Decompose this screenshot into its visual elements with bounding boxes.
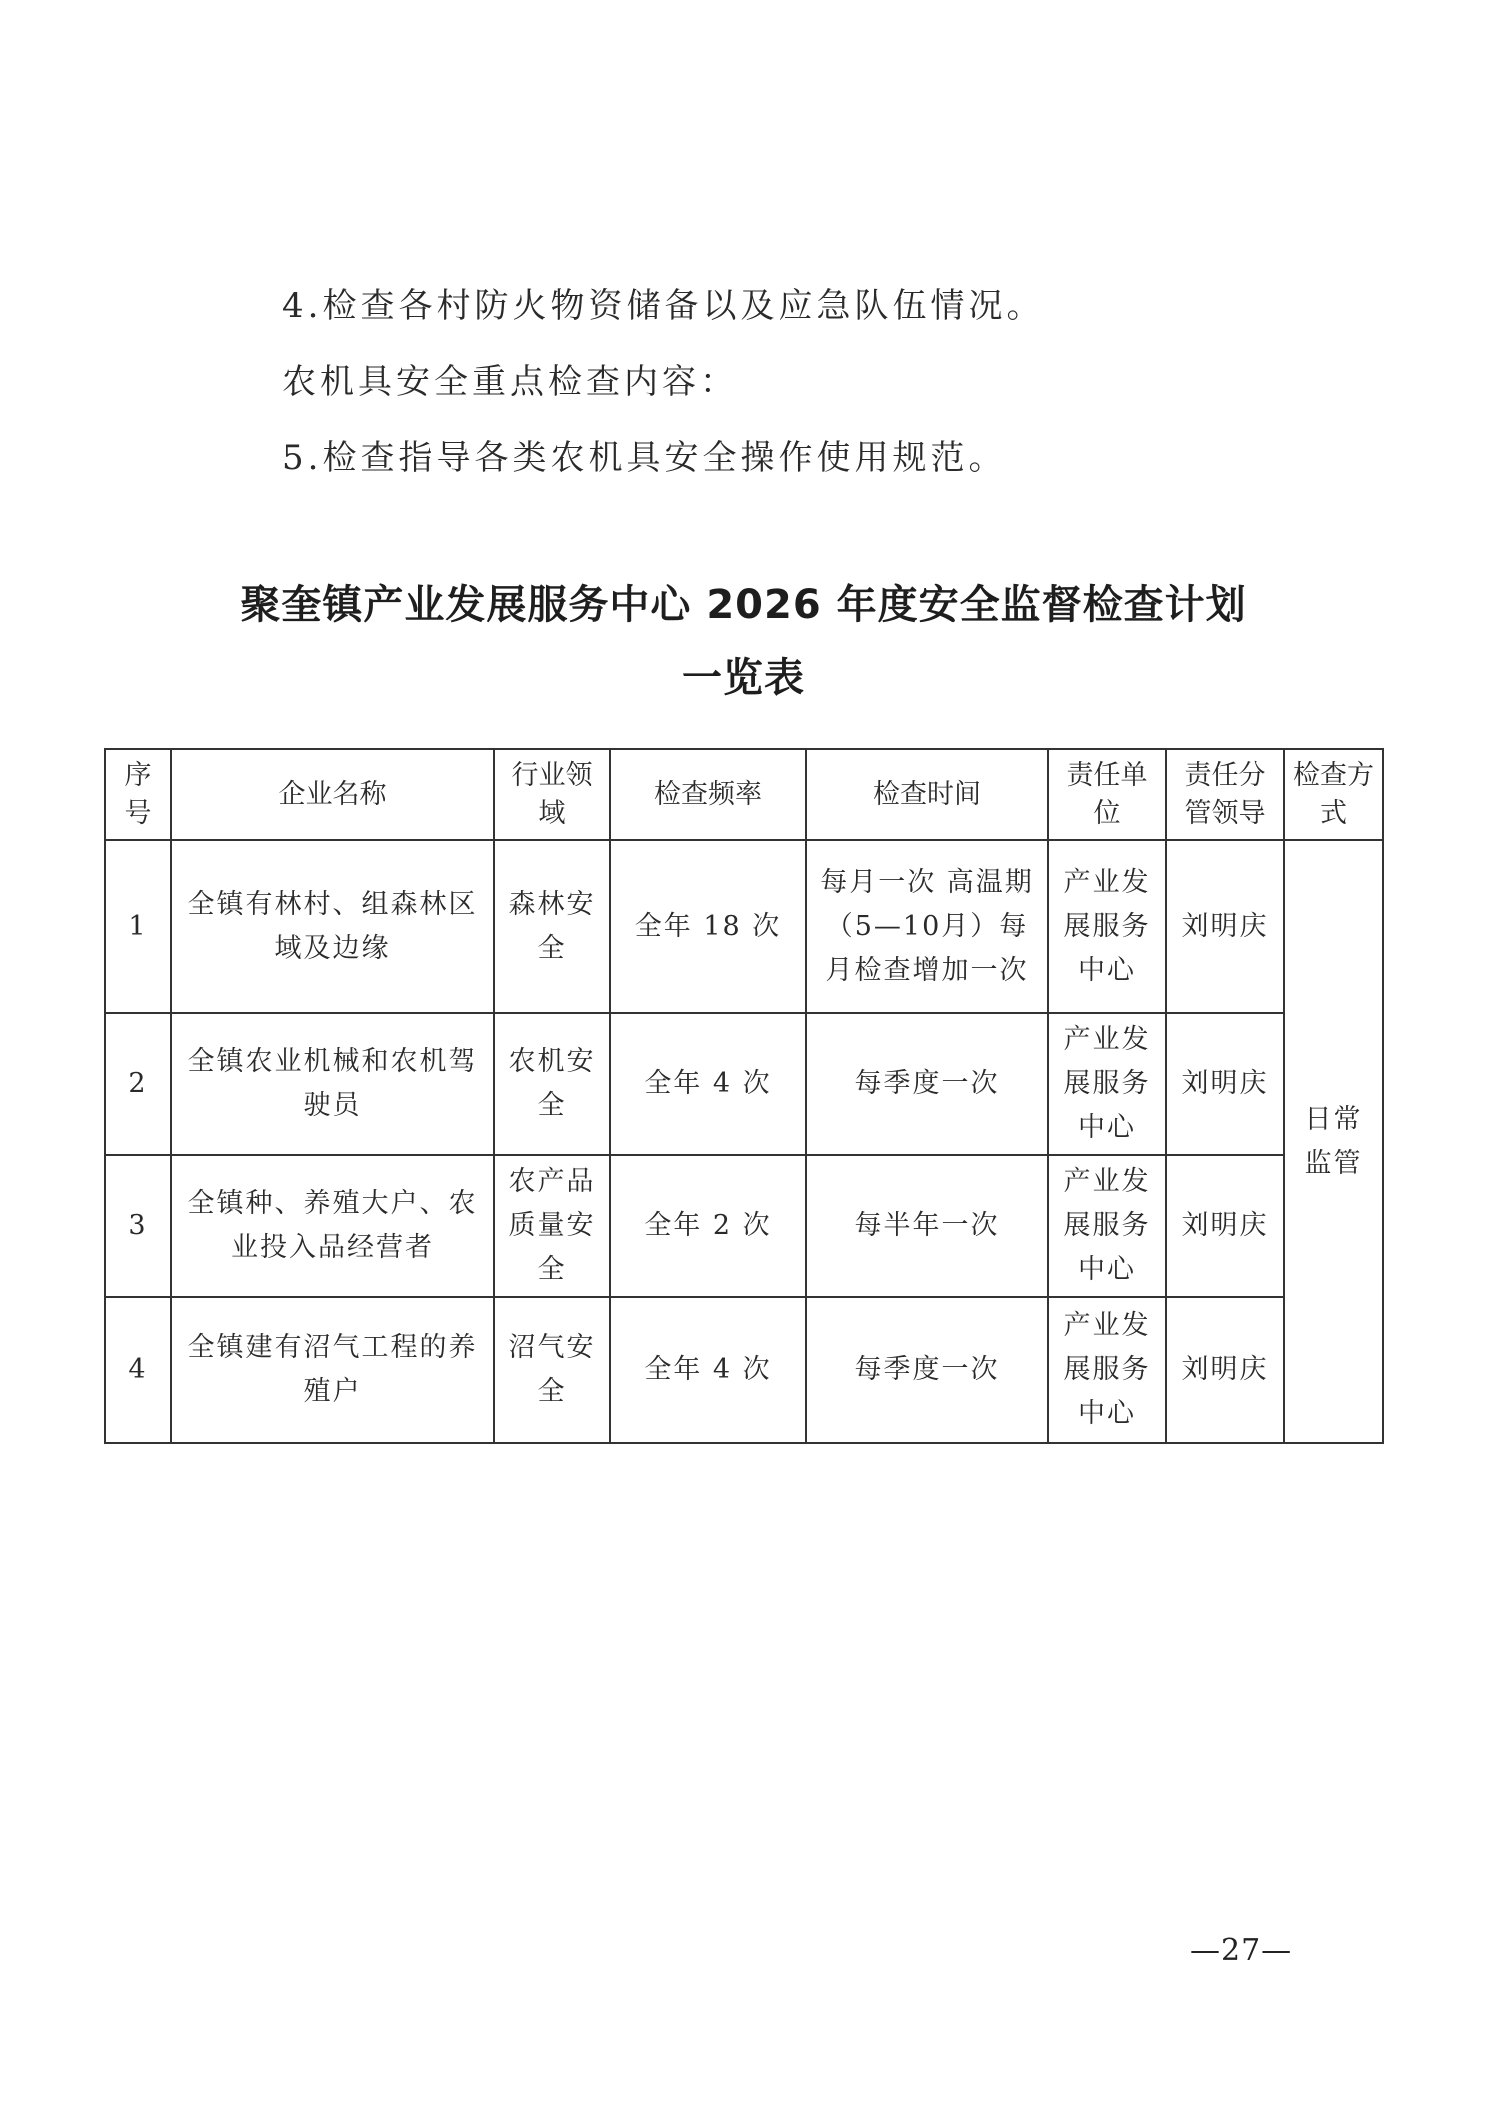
page-number: —27— — [1190, 1933, 1293, 1968]
cell-time: 每月一次 高温期（5—10月）每月检查增加一次 — [806, 840, 1048, 1013]
table-row — [105, 1013, 1383, 1155]
cell-unit: 产业发展服务中心 — [1048, 1013, 1166, 1155]
cell-leader: 刘明庆 — [1166, 1297, 1284, 1443]
cell-leader: 刘明庆 — [1166, 840, 1284, 1013]
table-title-line-2: 一览表 — [682, 655, 805, 701]
cell-company: 全镇农业机械和农机驾驶员 — [171, 1013, 494, 1155]
cell-leader: 刘明庆 — [1166, 1155, 1284, 1297]
table-row — [105, 840, 1383, 1013]
cell-seq: 3 — [105, 1155, 171, 1297]
cell-frequency: 全年 4 次 — [610, 1013, 806, 1155]
paragraph-farm-machinery-heading: 农机具安全重点检查内容： — [282, 362, 738, 402]
cell-time: 每半年一次 — [806, 1155, 1048, 1297]
cell-industry: 沼气安全 — [494, 1297, 610, 1443]
cell-method: 日常监管 — [1284, 840, 1383, 1443]
paragraph-fire-supplies: 4.检查各村防火物资储备以及应急队伍情况。 — [282, 286, 1045, 326]
header-leader: 责任分管领导 — [1166, 749, 1284, 840]
cell-industry: 森林安全 — [494, 840, 610, 1013]
table-row — [105, 1155, 1383, 1297]
cell-company: 全镇建有沼气工程的养殖户 — [171, 1297, 494, 1443]
cell-frequency: 全年 4 次 — [610, 1297, 806, 1443]
cell-time: 每季度一次 — [806, 1013, 1048, 1155]
cell-leader: 刘明庆 — [1166, 1013, 1284, 1155]
cell-seq: 2 — [105, 1013, 171, 1155]
cell-company: 全镇有林村、组森林区域及边缘 — [171, 840, 494, 1013]
cell-seq: 4 — [105, 1297, 171, 1443]
cell-company: 全镇种、养殖大户、农业投入品经营者 — [171, 1155, 494, 1297]
cell-unit: 产业发展服务中心 — [1048, 1155, 1166, 1297]
header-time: 检查时间 — [806, 749, 1048, 840]
header-frequency: 检查频率 — [610, 749, 806, 840]
cell-frequency: 全年 2 次 — [610, 1155, 806, 1297]
paragraph-farm-machinery-check: 5.检查指导各类农机具安全操作使用规范。 — [282, 438, 1007, 478]
cell-industry: 农机安全 — [494, 1013, 610, 1155]
cell-industry: 农产品质量安全 — [494, 1155, 610, 1297]
cell-seq: 1 — [105, 840, 171, 1013]
inspection-plan-table — [104, 748, 1384, 1444]
header-unit: 责任单位 — [1048, 749, 1166, 840]
header-company: 企业名称 — [171, 749, 494, 840]
header-seq: 序号 — [105, 749, 171, 840]
table-row — [105, 1297, 1383, 1443]
cell-unit: 产业发展服务中心 — [1048, 1297, 1166, 1443]
header-industry: 行业领域 — [494, 749, 610, 840]
cell-unit: 产业发展服务中心 — [1048, 840, 1166, 1013]
table-title-line-1: 聚奎镇产业发展服务中心 2026 年度安全监督检查计划 — [240, 582, 1247, 628]
header-method: 检查方式 — [1284, 749, 1383, 840]
cell-time: 每季度一次 — [806, 1297, 1048, 1443]
cell-frequency: 全年 18 次 — [610, 840, 806, 1013]
table-header-row — [105, 749, 1383, 840]
